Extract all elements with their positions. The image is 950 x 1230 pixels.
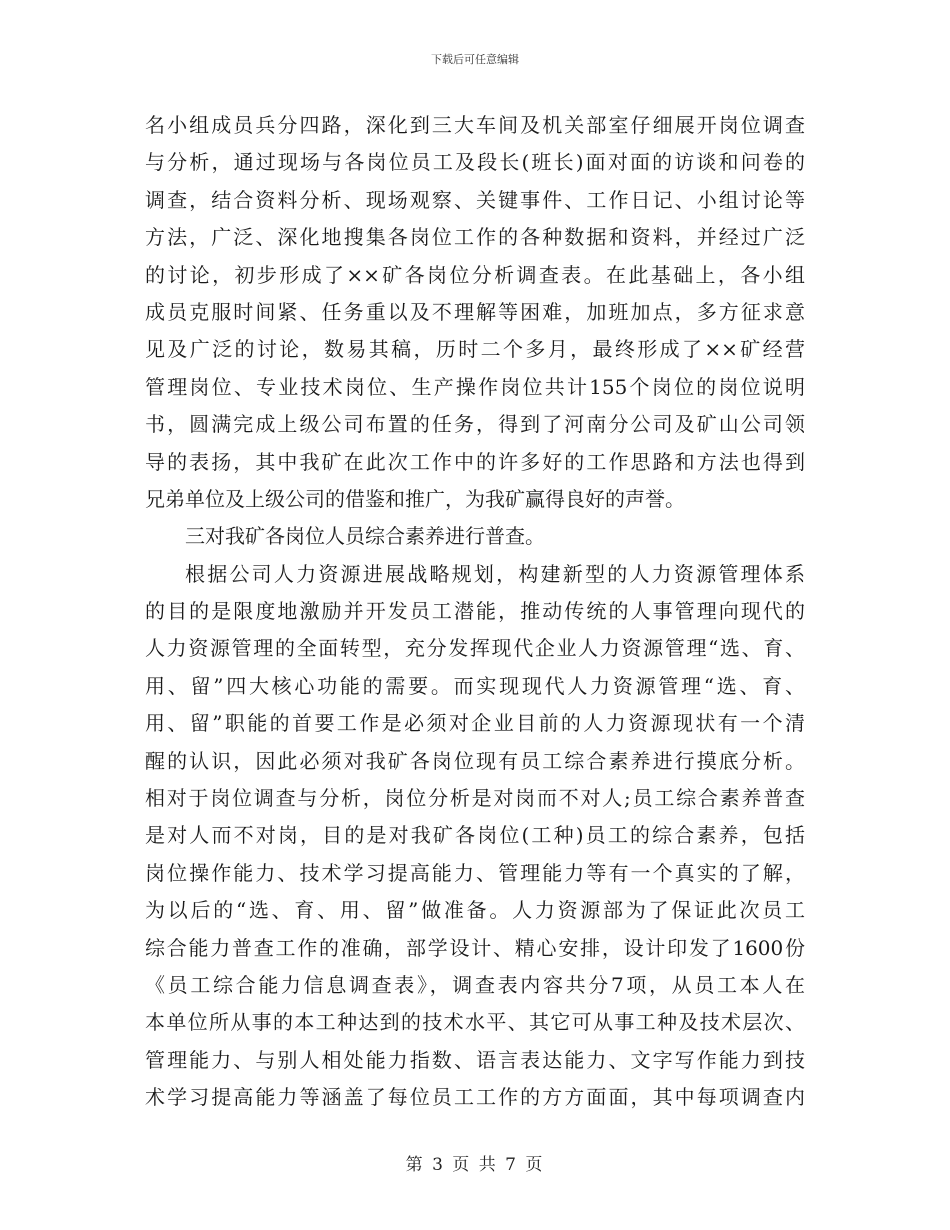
text-line: 管理岗位、专业技术岗位、生产操作岗位共计155个岗位的岗位说明	[145, 374, 805, 399]
text-line: 相对于岗位调查与分析，岗位分析是对岗而不对人;员工综合素养普查	[145, 786, 805, 811]
text-line: 名小组成员兵分四路，深化到三大车间及机关部室仔细展开岗位调查	[145, 113, 805, 137]
section-heading: 三对我矿各岗位人员综合素养进行普查。	[185, 524, 545, 549]
text-line: 术学习提高能力等涵盖了每位员工工作的方方面面，其中每项调查内	[145, 1085, 805, 1110]
text-line: 用、留”四大核心功能的需要。而实现现代人力资源管理“选、育、	[145, 673, 805, 698]
text-line: 人力资源管理的全面转型，充分发挥现代企业人力资源管理“选、育、	[145, 636, 805, 661]
text-line: 用、留”职能的首要工作是必须对企业目前的人力资源现状有一个清	[145, 711, 805, 736]
text-line: 的目的是限度地激励并开发员工潜能，推动传统的人事管理向现代的	[145, 599, 805, 624]
text-line: 本单位所从事的本工种达到的技术水平、其它可从事工种及技术层次、	[145, 1010, 805, 1035]
text-line-paragraph-start: 根据公司人力资源进展战略规划，构建新型的人力资源管理体系	[185, 561, 805, 586]
page-number: 第 3 页 共 7 页	[405, 1155, 545, 1175]
text-line: 与分析，通过现场与各岗位员工及段长(班长)面对面的访谈和问卷的	[145, 150, 805, 175]
text-line: 是对人而不对岗，目的是对我矿各岗位(工种)员工的综合素养，包括	[145, 823, 805, 848]
text-line: 醒的认识，因此必须对我矿各岗位现有员工综合素养进行摸底分析。	[145, 748, 805, 773]
text-line: 为以后的“选、育、用、留”做准备。人力资源部为了保证此次员工	[145, 898, 805, 923]
text-line: 成员克服时间紧、任务重以及不理解等困难，加班加点，多方征求意	[145, 299, 805, 324]
text-line: 调查，结合资料分析、现场观察、关键事件、工作日记、小组讨论等	[145, 187, 805, 212]
text-line: 《员工综合能力信息调查表》，调查表内容共分7项，从员工本人在	[145, 972, 805, 997]
text-line: 书，圆满完成上级公司布置的任务，得到了河南分公司及矿山公司领	[145, 412, 805, 437]
text-line: 综合能力普查工作的准确，部学设计、精心安排，设计印发了1600份	[145, 935, 805, 960]
text-line: 方法，广泛、深化地搜集各岗位工作的各种数据和资料，并经过广泛	[145, 225, 805, 250]
page-header-note: 下载后可任意编辑	[431, 53, 519, 66]
text-line: 见及广泛的讨论，数易其稿，历时二个多月，最终形成了××矿经营	[145, 337, 805, 362]
body-text	[145, 107, 805, 1117]
text-line-paragraph-end: 兄弟单位及上级公司的借鉴和推广，为我矿赢得良好的声誉。	[145, 486, 685, 511]
text-line: 管理能力、与别人相处能力指数、语言表达能力、文字写作能力到技	[145, 1047, 805, 1072]
text-line: 岗位操作能力、技术学习提高能力、管理能力等有一个真实的了解，	[145, 860, 805, 885]
text-line: 导的表扬，其中我矿在此次工作中的许多好的工作思路和方法也得到	[145, 449, 805, 474]
text-line: 的讨论，初步形成了××矿各岗位分析调查表。在此基础上，各小组	[145, 262, 805, 287]
